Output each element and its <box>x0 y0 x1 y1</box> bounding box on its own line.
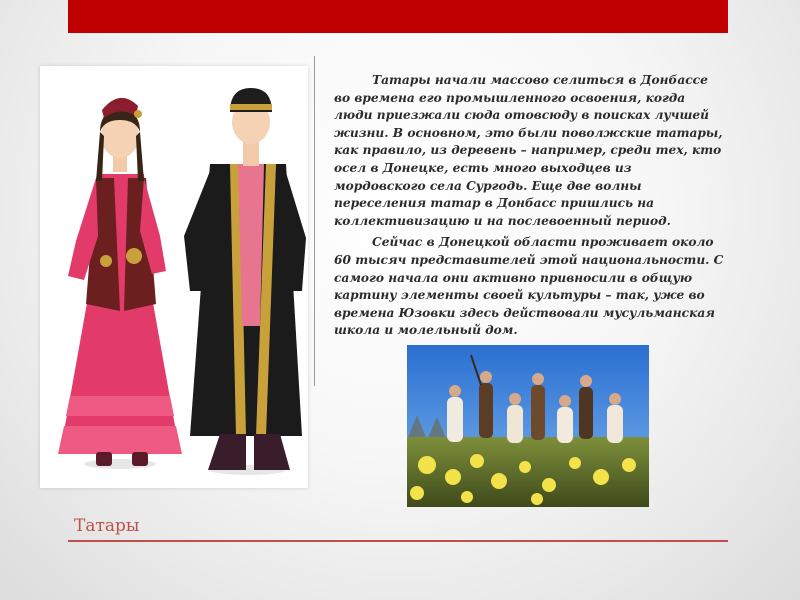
paragraph-1: Татары начали массово селиться в Донбассе во времена его промышленного освоения, когда люди приезжали сюда отовсюду в поисках лучшей жизни. В основном, это были поволжские татары, как правило, из деревень – например, среди тех, кто осел в Донецке, есть много выходцев из мордовского села Сургодь. Еще две волны переселения татар в Донбасс пришлись на коллективизацию и на послевоенный период. <box>334 73 723 228</box>
photo-drawing <box>407 345 649 507</box>
folk-musicians-photo <box>407 345 649 507</box>
slide-title: Татары <box>74 516 140 536</box>
vertical-divider <box>314 56 315 386</box>
header-accent-bar <box>68 0 728 33</box>
article-text <box>334 72 724 344</box>
paragraph-2: Сейчас в Донецкой области проживает около 60 тысяч представителей этой национальности. С самого начала они активно привносили в общую картину элементы своей культуры – так, уже во времена Юзовки здесь действовали мусульманская школа и молельный дом. <box>334 235 724 338</box>
tatar-costume-illustration <box>40 66 308 488</box>
woman-figure <box>58 98 182 469</box>
man-figure <box>184 88 306 475</box>
title-underline <box>68 540 728 542</box>
costume-drawing <box>40 66 308 488</box>
